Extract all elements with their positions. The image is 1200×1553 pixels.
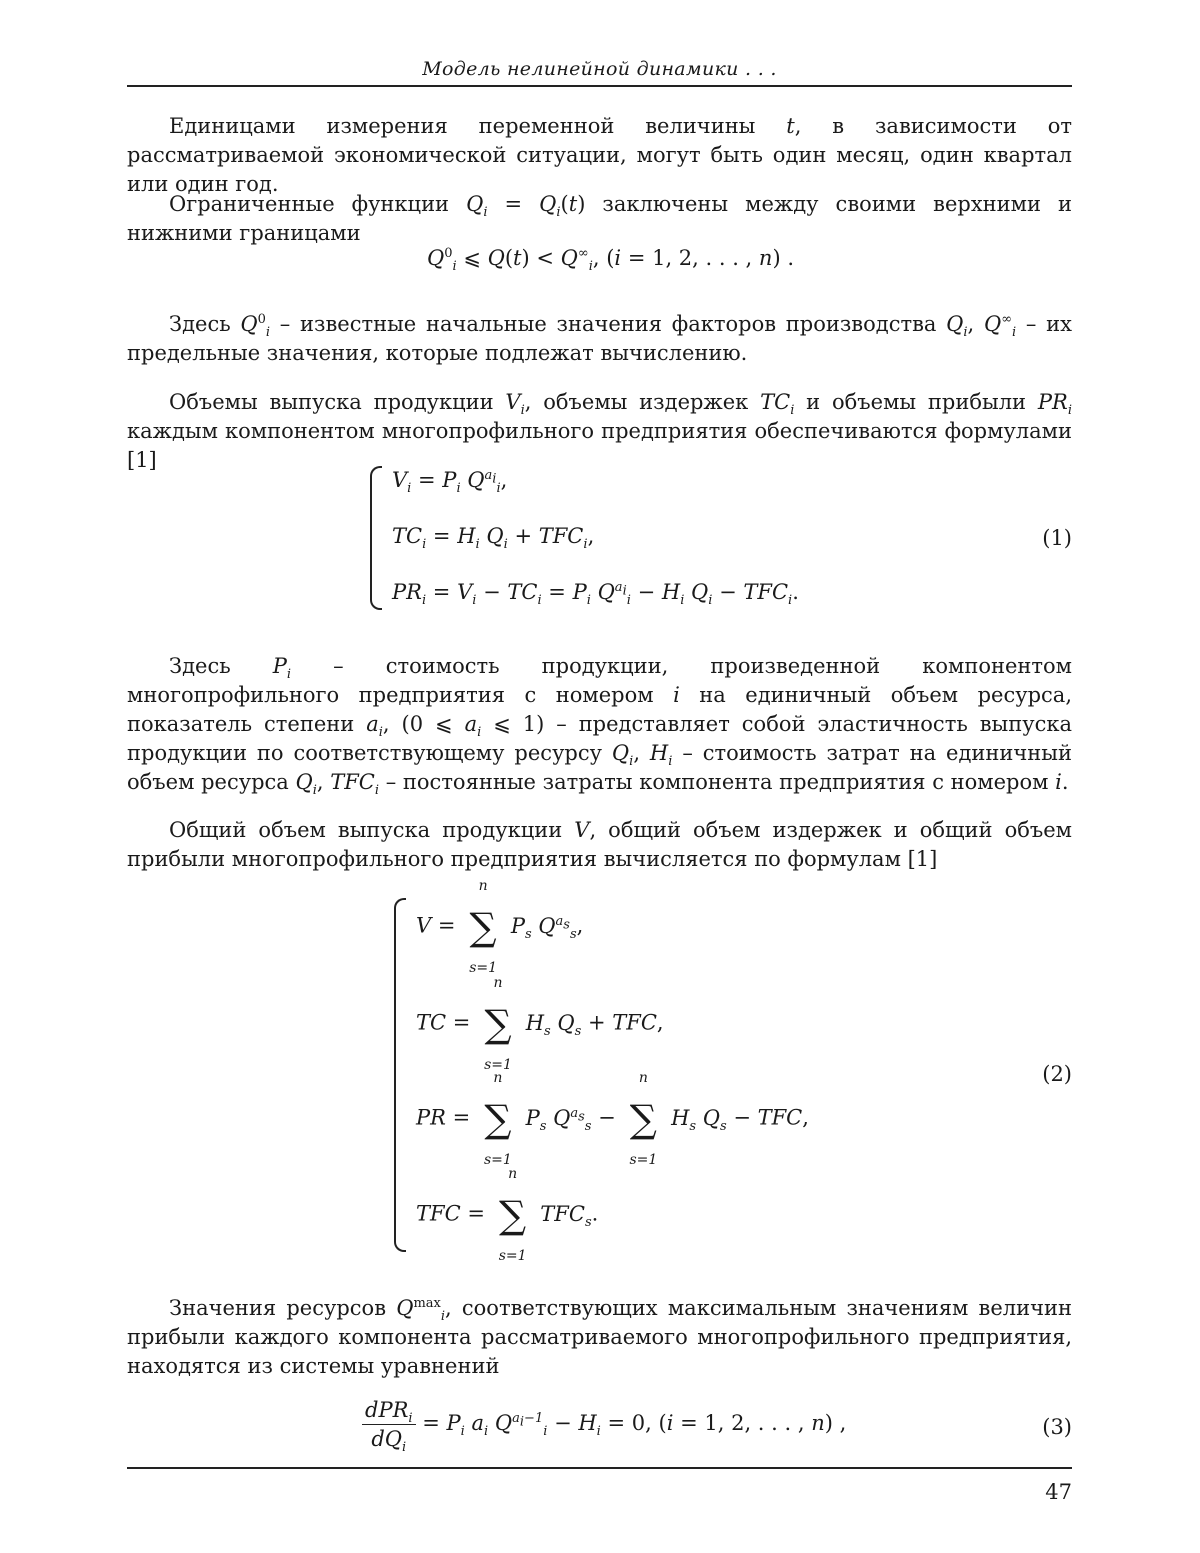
paragraph-4: Объемы выпуска продукции $V_i$, объемы издержек $TC_i$ и объемы прибыли $PR_i$ каждым компонентом многопрофильного предприятия обеспечиваются формулами [1] [127, 390, 1072, 472]
sum-operator: n ∑ s=1 [498, 1166, 527, 1264]
paragraph-5: Здесь $P_i$ – стоимость продукции, произведенной компонентом многопрофильного предприятия с номером i на единичный объем ресурса, показатель степени $a_i$, (0 ⩽ $a_i$ ⩽ 1) – представляет собой эластичность выпуска продукции по соответствующему ресурсу $Q_i$, $H_i$ – стоимость затрат на единичный объем ресурса $Q_i$, $TFC_i$ – постоянные затраты компонента предприятия с номером i. [127, 654, 1073, 799]
sum-operator: n ∑ s=1 [484, 975, 512, 1073]
header-rule [127, 85, 1072, 87]
eq2-line-4: TFC = n ∑ s=1 $TFC_s$. [416, 1166, 599, 1264]
brace-system-2 [394, 898, 406, 1252]
eq1-line-1: $V_i = P_i$ $Q^{a_i}_i$, [392, 468, 508, 497]
equation-number-2: (2) [1042, 1062, 1072, 1086]
inequality-bounds: $Q^0_i$ ⩽ $Q(t) < Q^\infty_i$, (i = 1, 2, . . . , n) . [427, 246, 794, 275]
brace-system-1 [370, 466, 382, 610]
running-header: Модель нелинейной динамики . . . [422, 58, 777, 80]
eq2-line-1: V = n ∑ s=1 $P_s$ $Q^{a_s}_s$, [416, 878, 584, 976]
paragraph-6: Общий объем выпуска продукции V, общий объем издержек и общий объем прибыли многопрофильного предприятия вычисляется по формулам [1] [127, 818, 1072, 871]
sum-operator: n ∑ s=1 [629, 1070, 658, 1168]
sum-operator: n ∑ s=1 [483, 1070, 512, 1168]
paragraph-3: Здесь $Q^0_i$ – известные начальные значения факторов производства $Q_i$, $Q^\infty_i$ – их предельные значения, которые подлежат вычислению. [127, 312, 1073, 365]
paragraph-1: Единицами измерения переменной величины t, в зависимости от рассматриваемой экономической ситуации, могут быть один месяц, один квартал или один год. [127, 114, 1072, 196]
eq2-line-2: TC = n ∑ s=1 $H_s$ $Q_s$ + TFC, [416, 975, 664, 1073]
eq1-line-2: $TC_i = H_i$ $Q_i + TFC_i$, [392, 524, 595, 553]
paragraph-2: Ограниченные функции $Q_i = Q_i(t)$ заключены между своими верхними и нижними границами [127, 192, 1073, 245]
eq3-derivative: $\frac{dPR_i}{dQ_i}$ = $P_i$ $a_i$ $Q^{a_i-1}_i - H_i = 0$, (i = 1, 2, . . . , n) , [362, 1398, 846, 1451]
paragraph-7: Значения ресурсов $Q^{max}_i$, соответствующих максимальным значениям величин прибыли каждого компонента рассматриваемого многопрофильного предприятия, находятся из системы уравнений [127, 1296, 1072, 1378]
sum-operator: n ∑ s=1 [469, 878, 498, 976]
footer-rule [127, 1467, 1072, 1469]
equation-number-3: (3) [1042, 1415, 1072, 1439]
eq1-line-3: $PR_i = V_i - TC_i = P_i$ $Q^{a_i}_i - H_i$ $Q_i - TFC_i$. [392, 580, 799, 609]
page-number: 47 [1045, 1480, 1072, 1504]
eq2-line-3: PR = n ∑ s=1 $P_s$ $Q^{a_s}_s$ − n ∑ s=1 $H_s$ $Q_s$ − TFC, [416, 1070, 809, 1168]
fraction: $\frac{dPR_i}{dQ_i}$ [362, 1398, 416, 1451]
equation-number-1: (1) [1042, 526, 1072, 550]
